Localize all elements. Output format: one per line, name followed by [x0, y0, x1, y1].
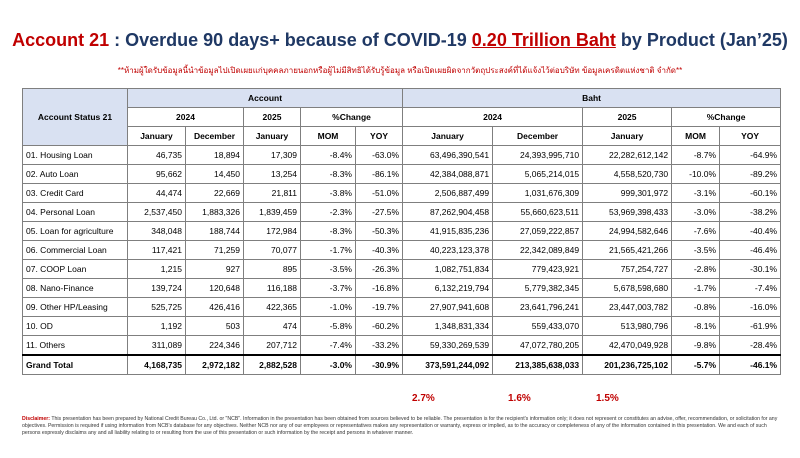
cell-a-yoy: -50.3%: [356, 222, 403, 241]
title-description: : Overdue 90 days+ because of COVID-19: [109, 30, 472, 50]
cell-b-mom: -1.7%: [672, 279, 720, 298]
cell-b-jan25: 53,969,398,433: [583, 203, 672, 222]
table-row: [23, 336, 781, 356]
col-b-dec24: December: [493, 127, 583, 146]
cell-a-jan24: 1,192: [128, 317, 186, 336]
cell-a-jan25: 13,254: [244, 165, 301, 184]
row-label: 07. COOP Loan: [23, 260, 128, 279]
col-a-jan24: January: [128, 127, 186, 146]
title-amount: 0.20 Trillion Baht: [471, 30, 616, 50]
disclaimer: [22, 416, 780, 437]
cell-b-jan25: 999,301,972: [583, 184, 672, 203]
row-label: 09. Other HP/Leasing: [23, 298, 128, 317]
cell-a-jan25: 2,882,528: [244, 355, 301, 375]
cell-b-jan24: 87,262,904,458: [403, 203, 493, 222]
baht-change: %Change: [672, 108, 781, 127]
cell-a-mom: -5.8%: [301, 317, 356, 336]
disclaimer-text: This presentation has been prepared by National Credit Bureau Co., Ltd. or "NCB". Information in the presentation has been obtained from sources believed to be reliable. The presentation is for the recipient's information only; it does not represent or constitutes an advise, offer, recommendation, or solicitation for any objectives. Permission is required if using information from NCB's database for any objectives. Neither NCB nor any of our employees or representatives makes any representation or warranty, express or implied, as to the accuracy or completeness of any of the information contained in this presentation. We and each of such persons expressly disclaims any and all liability relating to or resulting from the use of this presentation or such information by the receipt and persons in whatever manner.: [22, 416, 778, 436]
table-body: [23, 146, 781, 375]
table-row: [23, 298, 781, 317]
confidentiality-notice: **ห้ามผู้ใดรับข้อมูลนี้นำข้อมูลไปเปิดเผยแก่บุคคลภายนอกหรือผู้ไม่มีสิทธิได้รับรู้ข้อมูล หรือเปิดเผยผิดจากวัตถุประสงค์ที่ได้แจ้งไว้ต่อบริษัท ข้อมูลเครดิตแห่งชาติ จำกัด**: [117, 66, 683, 75]
cell-b-jan25: 21,565,421,266: [583, 241, 672, 260]
table-row: [23, 146, 781, 165]
col-a-jan25: January: [244, 127, 301, 146]
cell-a-jan24: 311,089: [128, 336, 186, 356]
cell-a-jan24: 348,048: [128, 222, 186, 241]
table-row: [23, 317, 781, 336]
row-label: 11. Others: [23, 336, 128, 356]
cell-a-mom: -2.3%: [301, 203, 356, 222]
cell-a-mom: -3.5%: [301, 260, 356, 279]
share-dec24: 1.6%: [508, 393, 531, 404]
cell-b-jan24: 6,132,219,794: [403, 279, 493, 298]
cell-b-yoy: -28.4%: [720, 336, 781, 356]
cell-a-jan25: 21,811: [244, 184, 301, 203]
cell-a-yoy: -63.0%: [356, 146, 403, 165]
cell-a-dec24: 18,894: [186, 146, 244, 165]
total-row: [23, 355, 781, 375]
cell-a-jan25: 207,712: [244, 336, 301, 356]
cell-b-jan24: 42,384,088,871: [403, 165, 493, 184]
cell-b-jan24: 27,907,941,608: [403, 298, 493, 317]
cell-a-jan25: 895: [244, 260, 301, 279]
cell-b-mom: -3.1%: [672, 184, 720, 203]
cell-a-dec24: 14,450: [186, 165, 244, 184]
account-change: %Change: [301, 108, 403, 127]
cell-b-jan25: 513,980,796: [583, 317, 672, 336]
cell-a-mom: -1.0%: [301, 298, 356, 317]
cell-a-dec24: 426,416: [186, 298, 244, 317]
row-label: 04. Personal Loan: [23, 203, 128, 222]
cell-a-dec24: 188,744: [186, 222, 244, 241]
group-baht-header: Baht: [403, 89, 781, 108]
cell-b-dec24: 47,072,780,205: [493, 336, 583, 356]
cell-b-dec24: 27,059,222,857: [493, 222, 583, 241]
cell-b-jan24: 41,915,835,236: [403, 222, 493, 241]
title-account: Account 21: [12, 30, 110, 50]
col-b-jan25: January: [583, 127, 672, 146]
table-row: [23, 184, 781, 203]
cell-b-mom: -7.6%: [672, 222, 720, 241]
table-row: [23, 260, 781, 279]
cell-a-jan24: 44,474: [128, 184, 186, 203]
cell-a-mom: -3.0%: [301, 355, 356, 375]
share-jan24: 2.7%: [412, 393, 435, 404]
cell-b-dec24: 55,660,623,511: [493, 203, 583, 222]
col-b-yoy: YOY: [720, 127, 781, 146]
cell-b-mom: -3.0%: [672, 203, 720, 222]
cell-a-mom: -3.7%: [301, 279, 356, 298]
cell-a-jan25: 422,365: [244, 298, 301, 317]
cell-a-yoy: -16.8%: [356, 279, 403, 298]
row-label: 08. Nano-Finance: [23, 279, 128, 298]
cell-a-yoy: -60.2%: [356, 317, 403, 336]
cell-b-dec24: 5,065,214,015: [493, 165, 583, 184]
cell-b-yoy: -38.2%: [720, 203, 781, 222]
cell-a-yoy: -30.9%: [356, 355, 403, 375]
cell-b-dec24: 22,342,089,849: [493, 241, 583, 260]
cell-b-mom: -5.7%: [672, 355, 720, 375]
cell-b-yoy: -7.4%: [720, 279, 781, 298]
table-row: [23, 241, 781, 260]
cell-a-yoy: -86.1%: [356, 165, 403, 184]
cell-a-jan25: 1,839,459: [244, 203, 301, 222]
cell-b-yoy: -61.9%: [720, 317, 781, 336]
cell-b-mom: -10.0%: [672, 165, 720, 184]
cell-b-dec24: 24,393,995,710: [493, 146, 583, 165]
cell-b-jan24: 1,082,751,834: [403, 260, 493, 279]
cell-b-yoy: -16.0%: [720, 298, 781, 317]
cell-b-dec24: 779,423,921: [493, 260, 583, 279]
cell-a-dec24: 2,972,182: [186, 355, 244, 375]
cell-a-yoy: -19.7%: [356, 298, 403, 317]
cell-b-jan25: 201,236,725,102: [583, 355, 672, 375]
cell-a-yoy: -26.3%: [356, 260, 403, 279]
cell-b-jan25: 23,447,003,782: [583, 298, 672, 317]
cell-b-dec24: 559,433,070: [493, 317, 583, 336]
cell-b-jan24: 2,506,887,499: [403, 184, 493, 203]
cell-a-jan24: 525,725: [128, 298, 186, 317]
cell-a-dec24: 1,883,326: [186, 203, 244, 222]
cell-a-mom: -1.7%: [301, 241, 356, 260]
cell-a-jan25: 172,984: [244, 222, 301, 241]
cell-a-yoy: -40.3%: [356, 241, 403, 260]
cell-b-jan25: 5,678,598,680: [583, 279, 672, 298]
col-a-yoy: YOY: [356, 127, 403, 146]
row-label: 01. Housing Loan: [23, 146, 128, 165]
cell-a-jan24: 2,537,450: [128, 203, 186, 222]
cell-b-jan24: 1,348,831,334: [403, 317, 493, 336]
table-row: [23, 279, 781, 298]
cell-a-dec24: 120,648: [186, 279, 244, 298]
baht-year-2025: 2025: [583, 108, 672, 127]
cell-b-dec24: 5,779,382,345: [493, 279, 583, 298]
cell-a-jan25: 474: [244, 317, 301, 336]
cell-b-jan25: 24,994,582,646: [583, 222, 672, 241]
cell-b-yoy: -46.1%: [720, 355, 781, 375]
cell-a-yoy: -33.2%: [356, 336, 403, 356]
cell-a-jan24: 4,168,735: [128, 355, 186, 375]
cell-b-dec24: 23,641,796,241: [493, 298, 583, 317]
cell-b-jan25: 42,470,049,928: [583, 336, 672, 356]
col-a-dec24: December: [186, 127, 244, 146]
row-label: 02. Auto Loan: [23, 165, 128, 184]
title-product: by Product (Jan’25): [615, 30, 788, 50]
cell-a-dec24: 224,346: [186, 336, 244, 356]
disclaimer-label: Disclaimer:: [22, 416, 50, 422]
cell-a-jan24: 46,735: [128, 146, 186, 165]
cell-a-mom: -8.4%: [301, 146, 356, 165]
cell-b-yoy: -89.2%: [720, 165, 781, 184]
account-year-2025: 2025: [244, 108, 301, 127]
cell-a-dec24: 503: [186, 317, 244, 336]
cell-b-mom: -8.7%: [672, 146, 720, 165]
cell-a-dec24: 22,669: [186, 184, 244, 203]
cell-b-jan25: 22,282,612,142: [583, 146, 672, 165]
cell-b-mom: -0.8%: [672, 298, 720, 317]
cell-a-jan25: 17,309: [244, 146, 301, 165]
cell-b-yoy: -46.4%: [720, 241, 781, 260]
cell-a-jan24: 117,421: [128, 241, 186, 260]
cell-b-jan25: 4,558,520,730: [583, 165, 672, 184]
baht-year-2024: 2024: [403, 108, 583, 127]
cell-b-mom: -9.8%: [672, 336, 720, 356]
row-label: 03. Credit Card: [23, 184, 128, 203]
overdue-table: [22, 88, 781, 375]
cell-b-jan24: 373,591,244,092: [403, 355, 493, 375]
cell-b-jan24: 63,496,390,541: [403, 146, 493, 165]
row-label: Grand Total: [23, 355, 128, 375]
cell-a-jan25: 116,188: [244, 279, 301, 298]
cell-a-dec24: 71,259: [186, 241, 244, 260]
account-year-2024: 2024: [128, 108, 244, 127]
cell-a-mom: -7.4%: [301, 336, 356, 356]
row-label: 05. Loan for agriculture: [23, 222, 128, 241]
row-label: 06. Commercial Loan: [23, 241, 128, 260]
cell-b-dec24: 1,031,676,309: [493, 184, 583, 203]
cell-b-yoy: -30.1%: [720, 260, 781, 279]
row-label: 10. OD: [23, 317, 128, 336]
cell-b-mom: -8.1%: [672, 317, 720, 336]
table-row: [23, 203, 781, 222]
cell-a-yoy: -51.0%: [356, 184, 403, 203]
col-a-mom: MOM: [301, 127, 356, 146]
row-header: Account Status 21: [23, 89, 128, 146]
cell-a-yoy: -27.5%: [356, 203, 403, 222]
table-row: [23, 165, 781, 184]
cell-b-dec24: 213,385,638,033: [493, 355, 583, 375]
cell-b-jan24: 59,330,269,539: [403, 336, 493, 356]
cell-a-mom: -8.3%: [301, 222, 356, 241]
cell-b-yoy: -64.9%: [720, 146, 781, 165]
table-row: [23, 222, 781, 241]
cell-a-jan24: 95,662: [128, 165, 186, 184]
cell-b-yoy: -40.4%: [720, 222, 781, 241]
share-jan25: 1.5%: [596, 393, 619, 404]
col-b-mom: MOM: [672, 127, 720, 146]
cell-a-jan24: 139,724: [128, 279, 186, 298]
cell-a-mom: -3.8%: [301, 184, 356, 203]
cell-a-jan24: 1,215: [128, 260, 186, 279]
cell-b-jan24: 40,223,123,378: [403, 241, 493, 260]
cell-b-mom: -3.5%: [672, 241, 720, 260]
cell-b-jan25: 757,254,727: [583, 260, 672, 279]
cell-a-mom: -8.3%: [301, 165, 356, 184]
cell-b-mom: -2.8%: [672, 260, 720, 279]
col-b-jan24: January: [403, 127, 493, 146]
group-account-header: Account: [128, 89, 403, 108]
cell-a-jan25: 70,077: [244, 241, 301, 260]
page-title: [0, 30, 800, 51]
cell-a-dec24: 927: [186, 260, 244, 279]
cell-b-yoy: -60.1%: [720, 184, 781, 203]
